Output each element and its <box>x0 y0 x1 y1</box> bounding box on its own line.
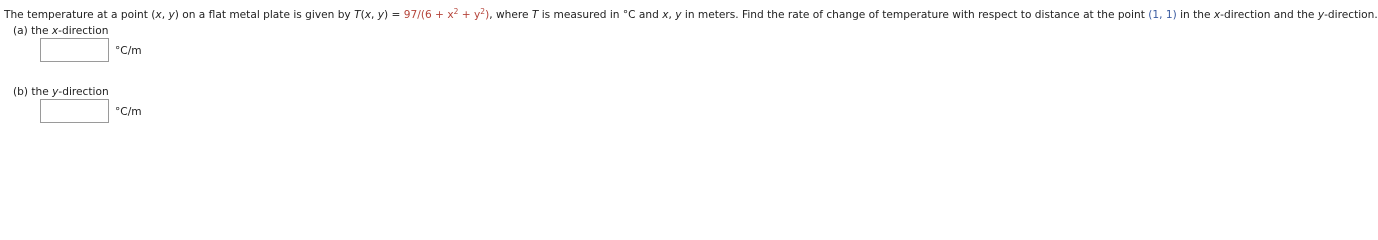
question-segment: in the <box>1176 9 1214 21</box>
question-segment: is measured in °C and <box>538 9 663 21</box>
temperature-formula <box>404 9 489 21</box>
formula-variable-x: x <box>447 9 454 21</box>
variable-y: y <box>377 9 385 21</box>
variable-t: T <box>354 9 361 21</box>
question-segment: The temperature at a point ( <box>4 9 156 21</box>
part-b-prefix: (b) the <box>13 86 53 98</box>
variable-y: y <box>168 9 175 21</box>
variable-y: y <box>675 9 682 21</box>
question-segment: , <box>370 9 378 21</box>
question-segment: ) on a flat metal plate is given by <box>174 9 355 21</box>
question-segment: ) = <box>384 9 404 21</box>
formula-segment: 97/(6 + <box>403 9 448 21</box>
part-a-answer-row <box>40 38 142 62</box>
variable-x: x <box>662 9 669 21</box>
question-segment: ( <box>360 9 365 21</box>
variable-x: x <box>364 9 371 21</box>
question-text <box>4 8 1378 22</box>
point-coordinates: (1, 1) <box>1148 9 1177 21</box>
question-segment: , <box>161 9 169 21</box>
part-a-unit: °C/m <box>115 45 142 57</box>
formula-exponent: 2 <box>480 7 486 16</box>
variable-x: x <box>155 9 162 21</box>
question-segment: , where <box>489 9 532 21</box>
part-b-label <box>13 85 109 99</box>
formula-segment: + <box>458 9 474 21</box>
question-segment: -direction. <box>1324 9 1378 21</box>
question-segment: in meters. Find the rate of change of temperature with respect to distance at the point <box>681 9 1149 21</box>
part-a-suffix: -direction <box>58 25 109 37</box>
part-a-prefix: (a) the <box>13 25 52 37</box>
question-segment: -direction and the <box>1220 9 1318 21</box>
part-a-variable: x <box>51 25 59 37</box>
part-b-answer-row <box>40 99 142 123</box>
variable-x: x <box>1213 9 1221 21</box>
part-b-suffix: -direction <box>58 86 109 98</box>
part-b-unit: °C/m <box>115 106 142 118</box>
formula-segment: ) <box>485 9 490 21</box>
question-segment: , <box>668 9 676 21</box>
part-a-answer-input[interactable] <box>40 38 109 62</box>
part-b-variable: y <box>52 86 59 98</box>
variable-t: T <box>531 9 539 21</box>
formula-variable-y: y <box>474 9 481 21</box>
formula-exponent: 2 <box>453 7 459 16</box>
part-b-answer-input[interactable] <box>40 99 109 123</box>
variable-y: y <box>1317 9 1325 21</box>
part-a-label <box>13 24 108 38</box>
